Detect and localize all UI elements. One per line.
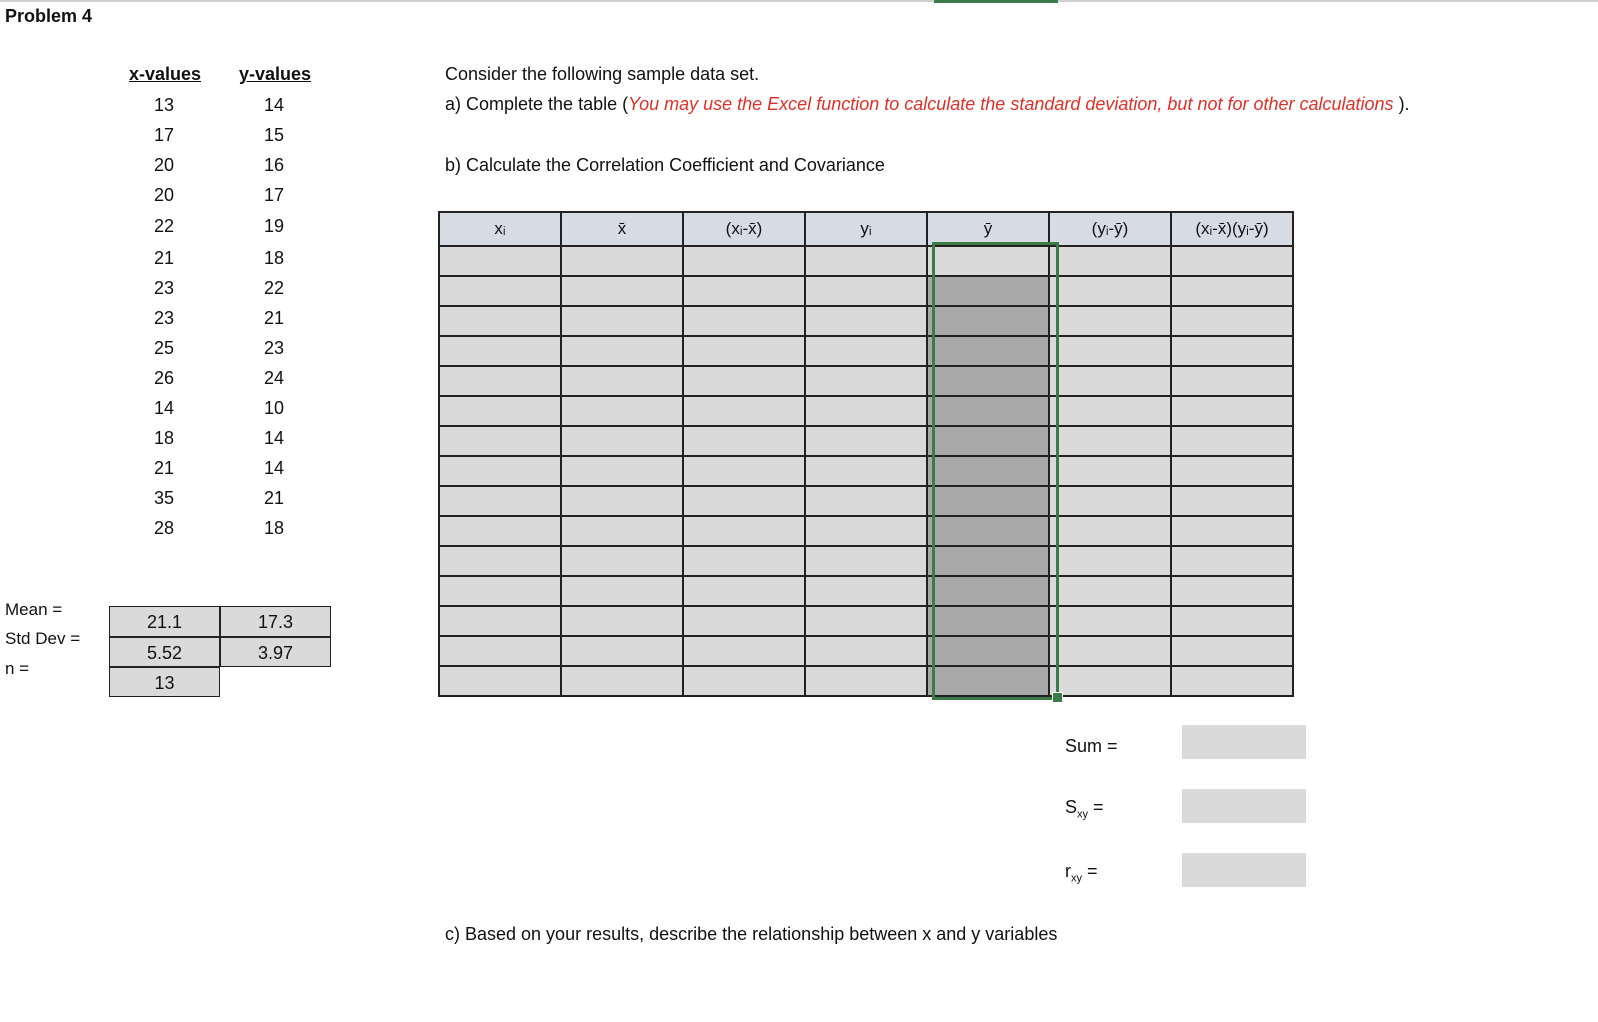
part-a-note: You may use the Excel function to calculate the standard deviation, but not for other calculations [628,94,1394,114]
sum-label: Sum = [1065,736,1118,756]
calc-cell[interactable] [561,336,683,366]
calc-cell[interactable] [561,456,683,486]
x-value[interactable]: 35 [153,488,175,508]
calc-cell[interactable] [439,366,561,396]
y-value[interactable]: 14 [263,95,285,115]
calc-cell[interactable] [683,306,805,336]
calc-cell[interactable] [439,546,561,576]
x-value[interactable]: 25 [153,338,175,358]
y-value[interactable]: 24 [263,368,285,388]
calc-cell[interactable] [1171,456,1293,486]
rxy-subscript: xy [1071,872,1082,885]
part-a-prefix: a) Complete the table ( [445,94,629,114]
x-value[interactable]: 23 [153,308,175,328]
calc-cell[interactable] [805,606,927,636]
calc-cell[interactable] [683,636,805,666]
fill-handle[interactable] [1052,692,1063,703]
rxy-cell[interactable] [1182,853,1306,887]
calc-cell[interactable] [1049,336,1171,366]
calc-cell[interactable] [561,306,683,336]
calc-cell[interactable] [1049,246,1171,276]
calc-cell[interactable] [1049,546,1171,576]
calc-row [439,666,1293,696]
calc-cell[interactable] [805,516,927,546]
calc-row [439,366,1293,396]
calc-cell[interactable] [805,246,927,276]
calculation-table [438,211,1294,697]
calc-row [439,426,1293,456]
header-y-dev: (yᵢ-ȳ) [1049,212,1171,246]
n-label: n = [5,659,30,678]
x-values-header: x-values [128,64,202,84]
calc-row [439,636,1293,666]
calc-cell[interactable] [1049,276,1171,306]
calc-cell[interactable] [561,276,683,306]
calc-cell[interactable] [439,516,561,546]
calc-cell[interactable] [439,486,561,516]
y-value[interactable]: 18 [263,518,285,538]
calc-cell[interactable] [805,576,927,606]
column-selection-indicator [934,0,1058,3]
calc-cell[interactable] [1171,396,1293,426]
calc-cell[interactable] [1049,516,1171,546]
calc-cell[interactable] [1171,426,1293,456]
x-value[interactable]: 20 [153,155,175,175]
rxy-label [1065,861,1098,885]
calc-cell[interactable] [683,546,805,576]
calc-cell[interactable] [683,426,805,456]
sxy-label [1065,797,1104,821]
mean-y-cell[interactable]: 17.3 [220,606,331,637]
header-product: (xᵢ-x̄)(yᵢ-ȳ) [1171,212,1293,246]
calc-row [439,456,1293,486]
calc-cell[interactable] [1171,576,1293,606]
y-value[interactable]: 23 [263,338,285,358]
calc-cell[interactable] [1171,336,1293,366]
calc-cell[interactable] [683,276,805,306]
calc-cell[interactable] [1049,666,1171,696]
calc-cell[interactable] [1049,486,1171,516]
part-a-text [445,94,1410,115]
calc-cell[interactable] [1049,456,1171,486]
x-value[interactable]: 14 [153,398,175,418]
calc-cell[interactable] [561,666,683,696]
calc-row [439,306,1293,336]
calc-row [439,486,1293,516]
calc-cell[interactable] [805,546,927,576]
x-value[interactable]: 21 [153,248,175,268]
calc-cell[interactable] [683,576,805,606]
x-value[interactable]: 20 [153,185,175,205]
calc-cell[interactable] [1049,576,1171,606]
calc-cell[interactable] [1171,276,1293,306]
mean-label: Mean = [5,600,63,619]
calc-cell[interactable] [805,486,927,516]
part-b-text: b) Calculate the Correlation Coefficient and Covariance [445,155,885,175]
std-dev-label: Std Dev = [5,629,81,648]
x-value[interactable]: 22 [153,216,175,236]
y-value[interactable]: 16 [263,155,285,175]
calc-cell[interactable] [1171,246,1293,276]
calc-row [439,546,1293,576]
calc-cell[interactable] [683,516,805,546]
x-value[interactable]: 18 [153,428,175,448]
y-value[interactable]: 22 [263,278,285,298]
calc-cell[interactable] [683,396,805,426]
x-value[interactable]: 28 [153,518,175,538]
sxy-cell[interactable] [1182,789,1306,823]
calc-cell[interactable] [439,276,561,306]
calc-cell[interactable] [1171,366,1293,396]
sxy-equals: = [1088,797,1104,817]
header-y-bar: ȳ [927,212,1049,246]
calc-row [439,396,1293,426]
calc-cell[interactable] [561,486,683,516]
calc-row [439,606,1293,636]
calc-cell[interactable] [1171,606,1293,636]
calc-cell[interactable] [561,576,683,606]
calc-cell[interactable] [561,636,683,666]
sxy-symbol: S [1065,797,1078,817]
calc-cell[interactable] [439,426,561,456]
calc-cell[interactable] [683,246,805,276]
problem-title: Problem 4 [5,6,93,26]
calc-cell[interactable] [1049,306,1171,336]
intro-text: Consider the following sample data set. [445,64,760,84]
calc-row [439,276,1293,306]
calc-cell[interactable] [439,576,561,606]
calc-cell[interactable] [1171,636,1293,666]
y-value[interactable]: 17 [263,185,285,205]
y-value[interactable]: 21 [263,308,285,328]
header-yi: yᵢ [805,212,927,246]
x-value[interactable]: 23 [153,278,175,298]
calc-cell[interactable] [1171,306,1293,336]
calc-cell[interactable] [1171,516,1293,546]
calc-cell[interactable] [805,366,927,396]
calc-cell[interactable] [439,336,561,366]
calc-row [439,576,1293,606]
calc-cell[interactable] [561,246,683,276]
calc-cell[interactable] [805,666,927,696]
calc-cell[interactable] [561,426,683,456]
sum-cell[interactable] [1182,725,1306,759]
n-cell[interactable]: 13 [109,667,220,697]
y-value[interactable]: 14 [263,458,285,478]
calc-cell[interactable] [805,396,927,426]
std-y-cell[interactable]: 3.97 [220,637,331,667]
rxy-equals: = [1082,861,1098,881]
calc-cell[interactable] [1049,606,1171,636]
x-value[interactable]: 26 [153,368,175,388]
calc-cell[interactable] [683,456,805,486]
calc-cell[interactable] [439,456,561,486]
calc-cell[interactable] [683,486,805,516]
calc-cell[interactable] [1049,366,1171,396]
y-value[interactable]: 19 [263,216,285,236]
x-value[interactable]: 21 [153,458,175,478]
top-border [0,0,1598,2]
header-x-dev: (xᵢ-x̄) [683,212,805,246]
calc-cell[interactable] [805,276,927,306]
calc-cell[interactable] [1171,486,1293,516]
x-value[interactable]: 13 [153,95,175,115]
calc-cell[interactable] [805,456,927,486]
calc-cell[interactable] [439,396,561,426]
calc-cell[interactable] [1049,636,1171,666]
header-x-bar: x̄ [561,212,683,246]
calc-cell[interactable] [1171,666,1293,696]
x-value[interactable]: 17 [153,125,175,145]
part-c-text: c) Based on your results, describe the relationship between x and y variables [445,924,1058,944]
rxy-symbol: r [1065,861,1071,881]
calc-cell[interactable] [1171,546,1293,576]
y-values-header: y-values [238,64,312,84]
calc-cell[interactable] [439,666,561,696]
calc-cell[interactable] [1049,396,1171,426]
calc-cell[interactable] [805,636,927,666]
calc-cell[interactable] [561,516,683,546]
calc-cell[interactable] [805,336,927,366]
calc-cell[interactable] [683,366,805,396]
y-value[interactable]: 14 [263,428,285,448]
calc-cell[interactable] [805,306,927,336]
y-value[interactable]: 18 [263,248,285,268]
calc-row [439,246,1293,276]
calc-row [439,336,1293,366]
header-xi: xᵢ [439,212,561,246]
y-value[interactable]: 10 [263,398,285,418]
calc-cell[interactable] [561,396,683,426]
selected-column-outline [932,242,1059,700]
sxy-subscript: xy [1077,808,1089,821]
calc-cell[interactable] [561,606,683,636]
calc-cell[interactable] [683,666,805,696]
std-x-cell[interactable]: 5.52 [109,637,220,667]
y-value[interactable]: 15 [263,125,285,145]
calc-header-row [439,212,1293,246]
calc-cell[interactable] [1049,426,1171,456]
mean-x-cell[interactable]: 21.1 [109,606,220,637]
calc-row [439,516,1293,546]
calc-cell[interactable] [439,636,561,666]
calc-cell[interactable] [439,306,561,336]
part-a-suffix: ). [1393,94,1410,114]
calc-cell[interactable] [805,426,927,456]
calc-cell[interactable] [439,606,561,636]
calc-cell[interactable] [683,336,805,366]
y-value[interactable]: 21 [263,488,285,508]
calc-cell[interactable] [683,606,805,636]
calc-cell[interactable] [561,546,683,576]
calc-cell[interactable] [561,366,683,396]
calc-cell[interactable] [439,246,561,276]
calc-body [439,246,1293,696]
